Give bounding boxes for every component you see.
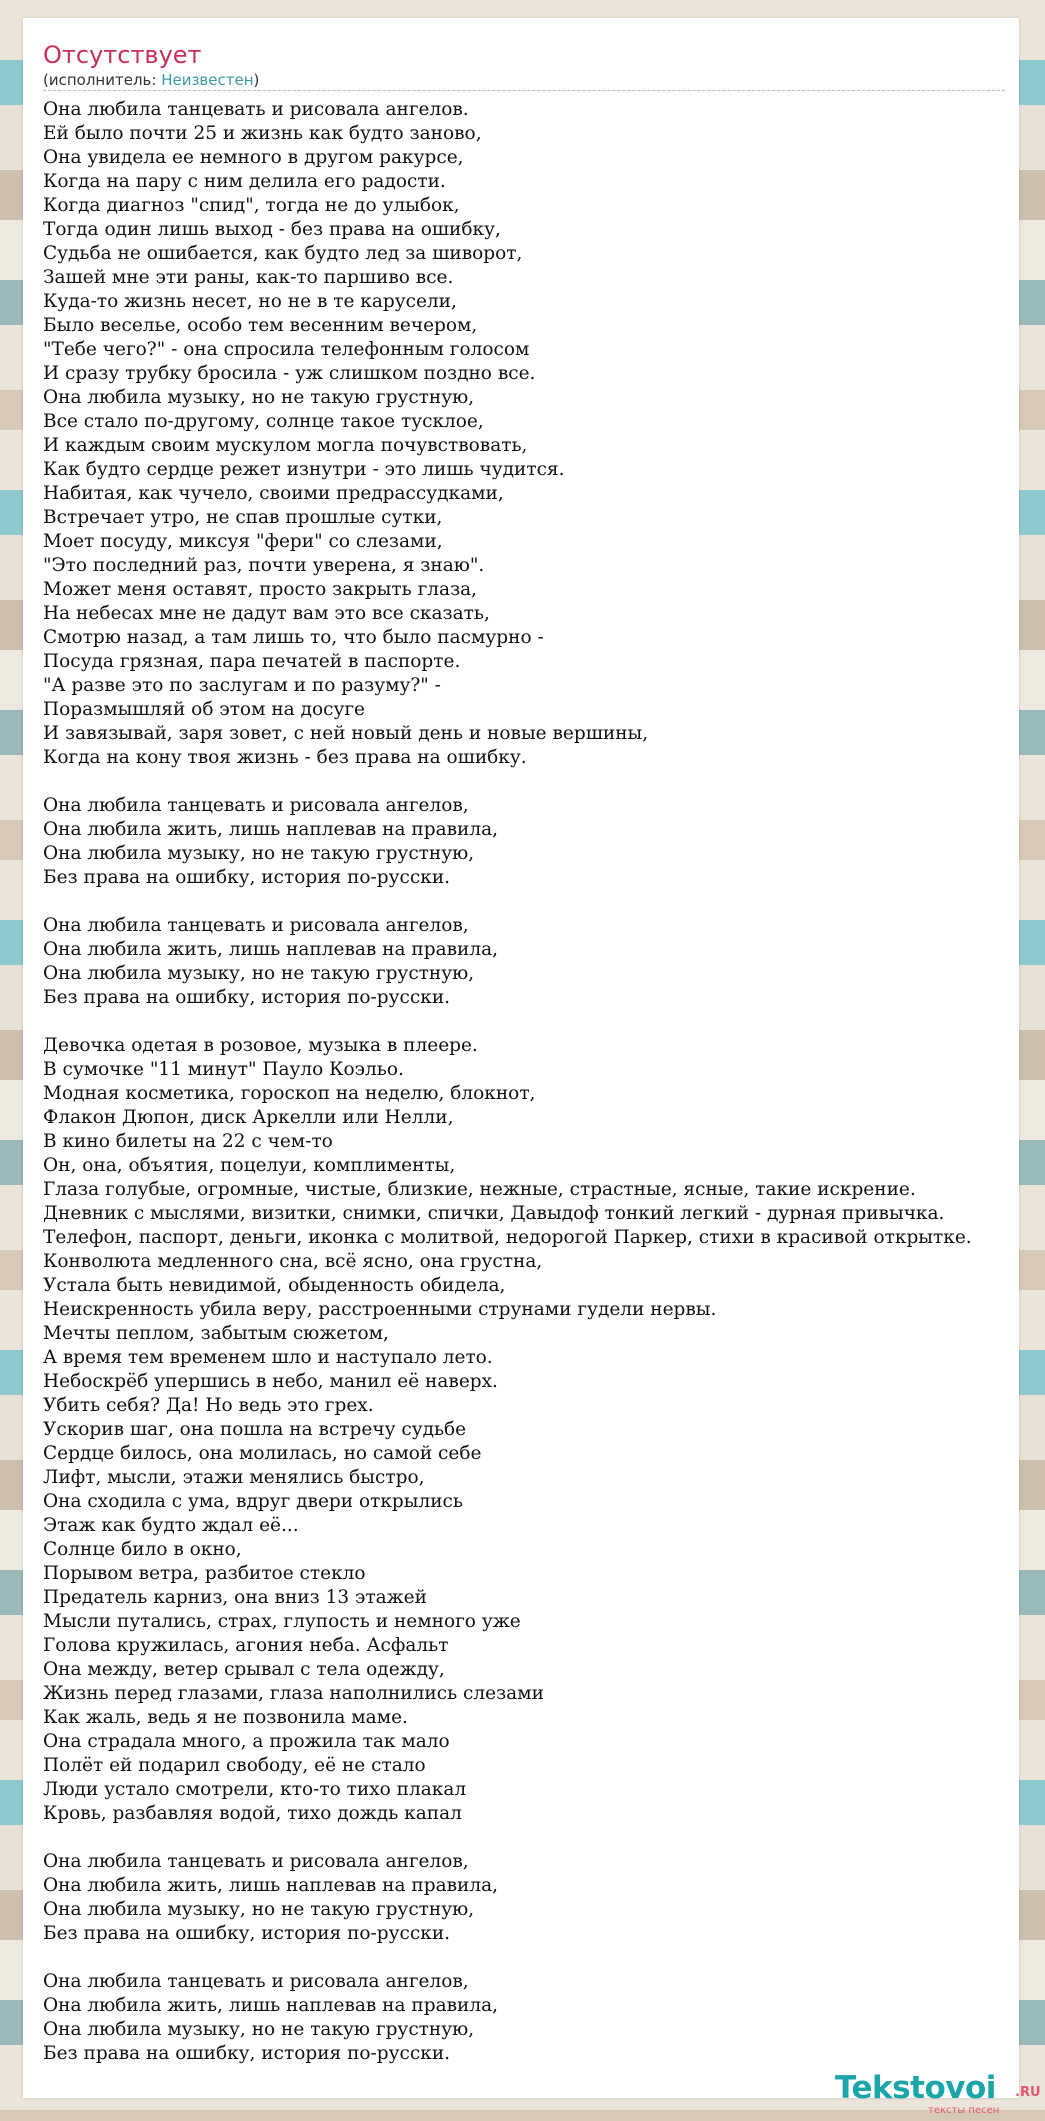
artist-line — [43, 70, 259, 90]
header-divider — [43, 90, 1005, 91]
lyrics-card — [23, 18, 1041, 2116]
artist-suffix: ) — [253, 71, 260, 89]
logo-tld: .RU — [1015, 2085, 1041, 2100]
artist-prefix: (исполнитель: — [43, 71, 162, 89]
logo-name: Tekstovoi — [835, 2070, 996, 2106]
logo-tagline: тексты песен — [928, 2105, 1000, 2116]
lyrics-text: Она любила танцевать и рисовала ангелов. Ей было почти 25 и жизнь как будто заново, Она увидела ее немного в другом ракурсе, Когда на пару с ним делила его радости. Когда диагноз "спид", тогда не до улыбок, Тогда один лишь выход - без права на ошибку, Судьба не ошибается, как будто лед за шиворот, Зашей мне эти раны, как-то паршиво все. Куда-то жизнь несет, но не в те карусели, Было веселье, особо тем весенним вечером, "Тебе чего?" - она спросила телефонным голосом И сразу трубку бросила - уж слишком поздно все. Она любила музыку, но не такую грустную, Все стало по-другому, солнце такое тусклое, И каждым своим мускулом могла почувствовать, Как будто сердце режет изнутри - это лишь чудится. Набитая, как чучело, своими предрассудками, Встречает утро, не спав прошлые сутки, Моет посуду, миксуя "фери" со слезами, "Это последний раз, почти уверена, я знаю". Может меня оставят, просто закрыть глаза, На небесах мне не дадут вам это все сказать, Смотрю назад, а там лишь то, что было пасмурно - Посуда грязная, пара печатей в паспорте. "А разве это по заслугам и по разуму?" - Поразмышляй об этом на досуге И завязывай, заря зовет, с ней новый день и новые вершины, Когда на кону твоя жизнь - без права на ошибку. Она любила танцевать и рисовала ангелов, Она любила жить, лишь наплевав на правила, Она любила музыку, но не такую грустную, Без права на ошибку, история по-русски. Она любила танцевать и рисовала ангелов, Она любила жить, лишь наплевав на правила, Она любила музыку, но не такую грустную, Без права на ошибку, история по-русски. Девочка одетая в розовое, музыка в плеере. В сумочке "11 минут" Пауло Коэльо. Модная косметика, гороскоп на неделю, блокнот, Флакон Дюпон, диск Аркелли или Нелли, В кино билеты на 22 с чем-то Он, она, объятия, поцелуи, комплименты, Глаза голубые, огромные, чистые, близкие, нежные, страстные, ясные, такие искрение. Дневник с мыслями, визитки, снимки, спички, Давыдоф тонкий легкий - дурная привычка. Телефон, паспорт, деньги, иконка с молитвой, недорогой Паркер, стихи в красивой открытке. Конволюта медленного сна, всё ясно, она грустна, Устала быть невидимой, обыденность обидела, Неискренность убила веру, расстроенными струнами гудели нервы. Мечты пеплом, забытым сюжетом, А время тем временем шло и наступало лето. Небоскрёб упершись в небо, манил её наверх. Убить себя? Да! Но ведь это грех. Ускорив шаг, она пошла на встречу судьбе Сердце билось, она молилась, но самой себе Лифт, мысли, этажи менялись быстро, Она сходила с ума, вдруг двери открылись Этаж как будто ждал её... Солнце било в окно, Порывом ветра, разбитое стекло Предатель карниз, она вниз 13 этажей Мысли путались, страх, глупость и немного уже Голова кружилась, агония неба. Асфальт Она между, ветер срывал с тела одежду, Жизнь перед глазами, глаза наполнились слезами Как жаль, ведь я не позвонила маме. Она страдала много, а прожила так мало Полёт ей подарил свободу, её не стало Люди устало смотрели, кто-то тихо плакал Кровь, разбавляя водой, тихо дождь капал Она любила танцевать и рисовала ангелов, Она любила жить, лишь наплевав на правила, Она любила музыку, но не такую грустную, Без права на ошибку, история по-русски. Она любила танцевать и рисовала ангелов, Она любила жить, лишь наплевав на правила, Она любила музыку, но не такую грустную, Без права на ошибку, история по-русски. — [43, 99, 972, 2064]
song-title: Отсутствует — [43, 41, 202, 69]
artist-link[interactable]: Неизвестен — [161, 71, 254, 89]
site-logo[interactable] — [835, 2070, 1041, 2116]
